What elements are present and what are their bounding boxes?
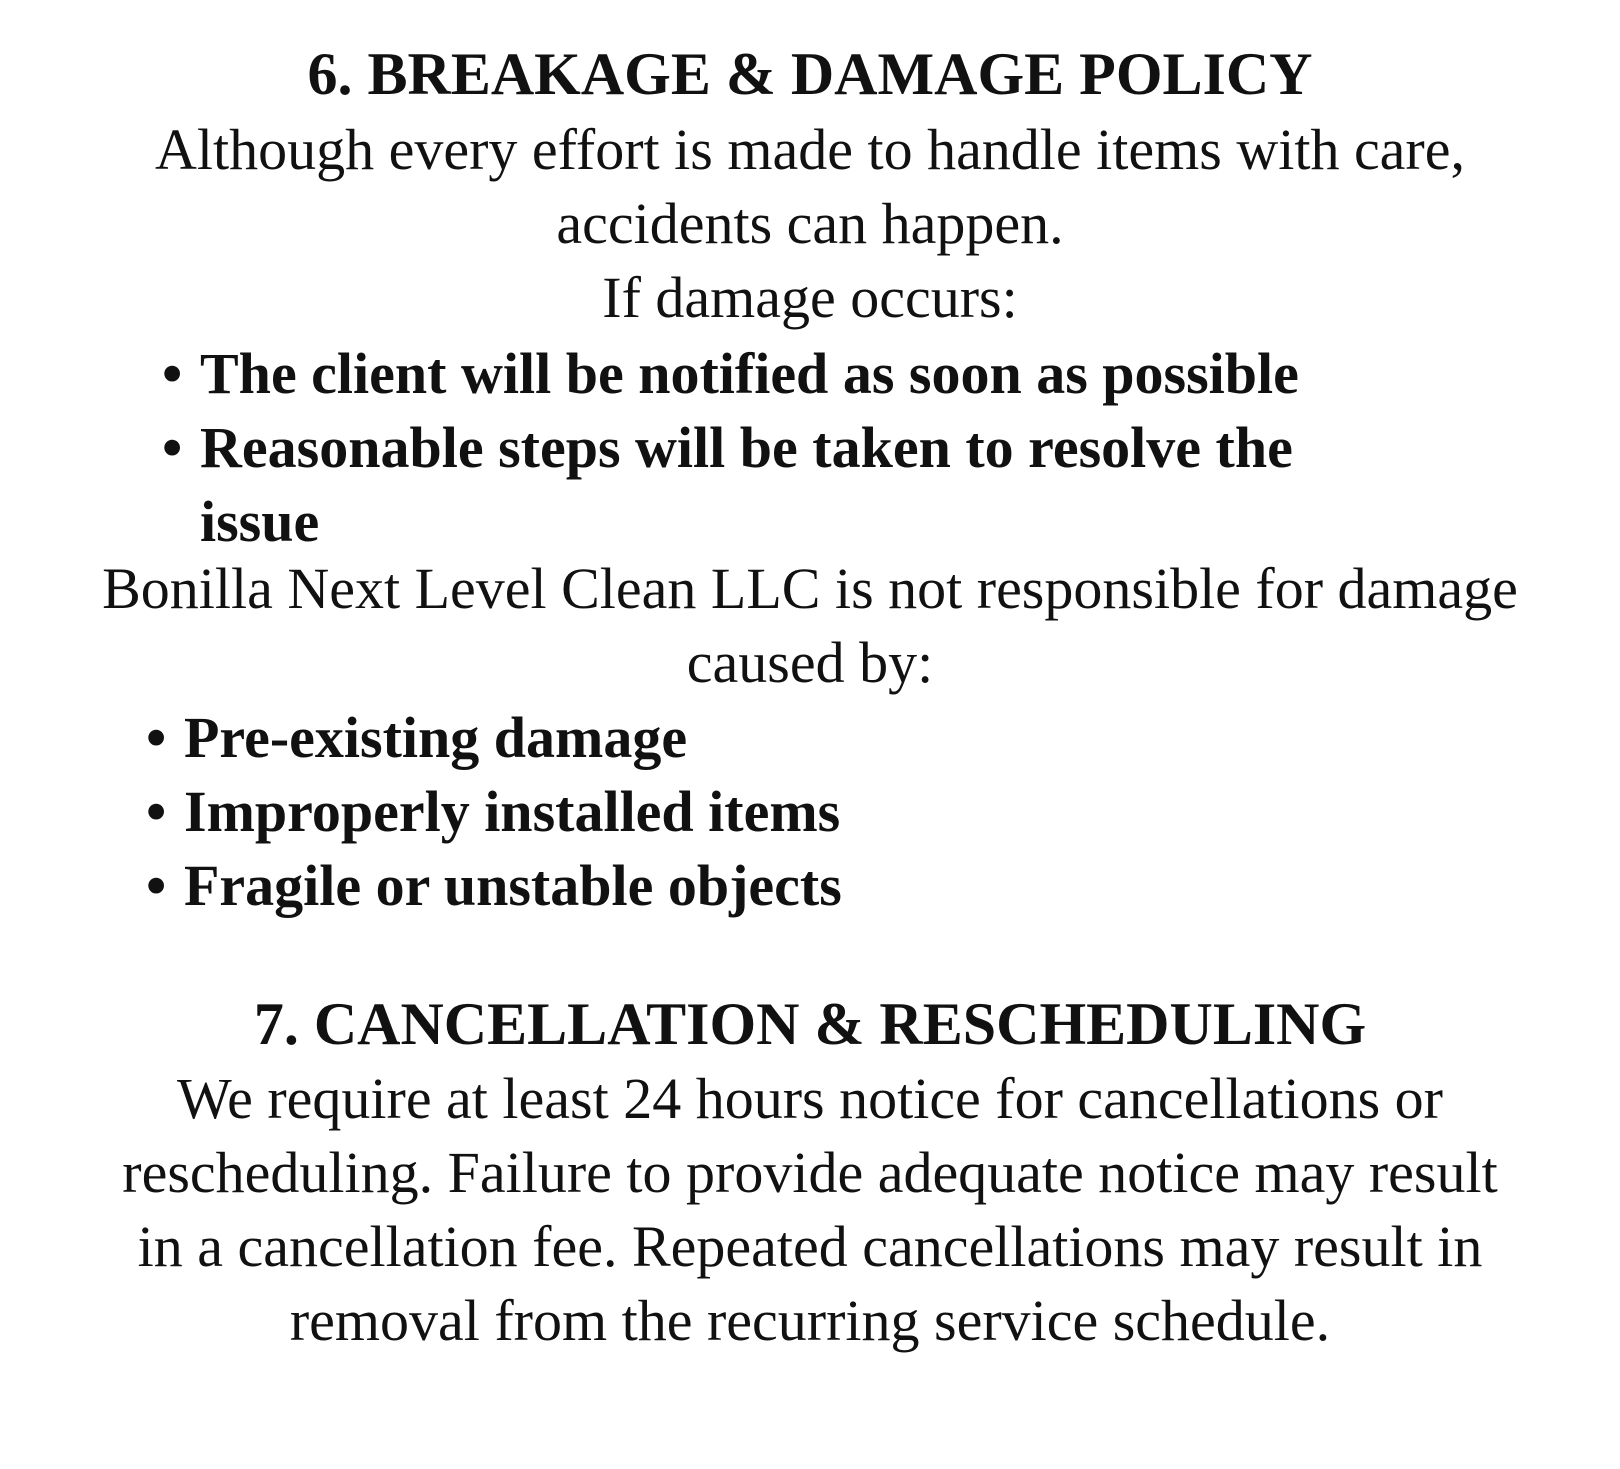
not-responsible-line-2: caused by: bbox=[686, 630, 934, 695]
list-item-text: Fragile or unstable objects bbox=[184, 853, 842, 918]
list-item-text: Improperly installed items bbox=[184, 779, 841, 844]
cancellation-line-1: We require at least 24 hours notice for cancellations or bbox=[176, 1066, 1443, 1131]
cancellation-line-3: in a cancellation fee. Repeated cancellations may result in bbox=[137, 1214, 1483, 1279]
list-item bbox=[146, 848, 842, 924]
if-damage-occurs-label: If damage occurs: bbox=[602, 265, 1018, 330]
bullet-icon: • bbox=[146, 779, 167, 844]
list-item bbox=[162, 336, 1299, 412]
bullet-icon: • bbox=[162, 341, 183, 406]
section-6-heading: 6. BREAKAGE & DAMAGE POLICY bbox=[307, 41, 1313, 107]
list-item-text: Pre-existing damage bbox=[184, 705, 688, 770]
section-6-intro-line-1: Although every effort is made to handle items with care, bbox=[155, 117, 1465, 182]
section-6-intro-line-2: accidents can happen. bbox=[556, 191, 1064, 256]
section-7-heading: 7. CANCELLATION & RESCHEDULING bbox=[253, 991, 1367, 1057]
bullet-icon: • bbox=[146, 705, 167, 770]
not-responsible-line-1: Bonilla Next Level Clean LLC is not responsible for damage bbox=[102, 556, 1518, 621]
cancellation-line-2: rescheduling. Failure to provide adequate notice may result bbox=[122, 1140, 1498, 1205]
list-item-continuation bbox=[162, 484, 319, 560]
bullet-icon: • bbox=[146, 853, 167, 918]
list-item-text: The client will be notified as soon as possible bbox=[200, 341, 1299, 406]
cancellation-line-4: removal from the recurring service schedule. bbox=[289, 1288, 1331, 1353]
list-item-text: issue bbox=[200, 489, 320, 554]
bullet-icon: • bbox=[162, 415, 183, 480]
list-item-text: Reasonable steps will be taken to resolve the bbox=[200, 415, 1293, 480]
list-item bbox=[162, 410, 1293, 486]
list-item bbox=[146, 700, 687, 776]
list-item bbox=[146, 774, 840, 850]
